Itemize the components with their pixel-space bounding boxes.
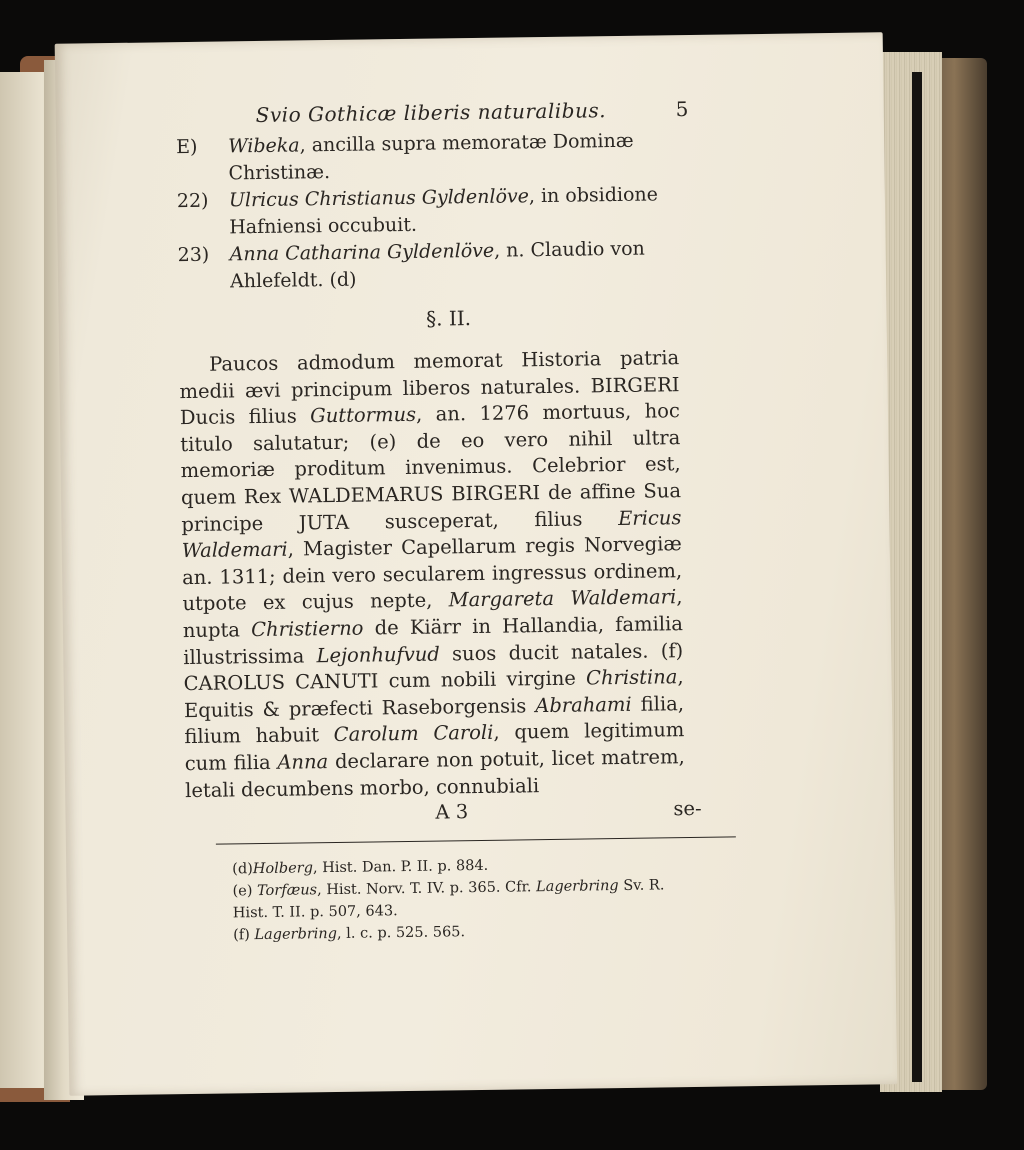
catchword: se- [673,796,702,821]
entry-22 [177,181,678,242]
paragraph-text: , nupta [182,585,683,643]
paragraph-text: , Magister Capellarum regis Norvegiæ an. 1311; dein vero secularem ingressus ordinem, utpote ex cujus nepte, [181,532,683,616]
footnote-mark: (e) [232,883,253,900]
footnote-mark: (d) [232,861,253,878]
footnotes [186,852,687,947]
entry-number: E) [175,135,198,159]
paragraph-text: , quem legitimum cum filia [184,718,685,775]
paragraph-text: suos ducit natales. (f) CAROLUS CANUTI cum nobili virgine [183,638,684,696]
paragraph-text: declarare non potuit, licet matrem, letali decumbens morbo, connubiali [184,745,685,802]
footnote-author: Holberg [252,860,314,878]
paragraph-italic: Margareta Waldemari [448,585,677,612]
paragraph-italic: Christina [585,665,678,690]
text-block [175,96,702,947]
signature-line [185,796,702,832]
footnote-author: Lagerbring [254,926,338,944]
paragraph-italic: Abrahami [535,692,632,717]
paragraph-italic: Lejonhufvud [316,642,440,667]
entry-text: , ancilla supra memoratæ Dominæ Christinæ. [228,129,634,185]
section-heading: §. II. [425,306,472,331]
running-head: Svio Gothicæ liberis naturalibus. [255,98,607,128]
footnote-text: , Hist. Dan. P. II. p. 884. [312,857,489,877]
paragraph-italic: Carolum Caroli [333,721,494,747]
page-number: 5 [675,96,689,122]
paragraph-text: de Kiärr in Hallandia, familia illustrissima [183,612,684,669]
paragraph-text: , Equitis & præfecti Raseborgensis [183,665,684,722]
footnote-text: , Hist. Norv. T. IV. p. 365. Cfr. [316,879,537,899]
paragraph-italic: Christierno [251,616,364,642]
footnote-mark: (f) [233,927,250,944]
footnote-rule [216,836,736,844]
entry-name: Anna Catharina Gyldenlöve [229,239,495,266]
paragraph-text: filia, filium habuit [184,691,685,749]
entry-23 [177,235,678,296]
footnote-text: , l. c. p. 525. 565. [336,924,466,943]
entry-text: , n. Claudio von Ahlefeldt. (d) [229,237,645,293]
entry-name: Wibeka [227,134,300,158]
page-edges-shadow [912,72,922,1082]
footnote-author: Lagerbring [536,878,619,896]
main-paragraph [179,345,685,804]
entry-number: 22) [176,189,209,213]
footnote-text: Sv. R. Hist. T. II. p. 507, 643. [232,877,665,922]
paragraph-italic: Ericus Waldemari [181,505,682,563]
entry-e [176,127,677,188]
paragraph-italic: Anna [277,749,329,774]
right-page [55,32,898,1095]
paragraph-text: Paucos admodum memorat Historia patria medii ævi principum liberos naturales. BIRGERI Ducis filius [179,346,680,430]
entry-text: , in obsidione Hafniensi occubuit. [229,183,659,239]
footnote-e [232,874,687,924]
paragraph-text: , an. 1276 mortuus, hoc titulo salutatur; (e) de eo vero nihil ultra memoriæ proditum invenimus. Celebrior est, quem Rex WALDEMARUS BIRGERI de affine Sua principe JUTA susceperat, filius [180,399,682,536]
entry-number: 23) [177,243,210,267]
footnote-author: Torfæus [256,882,318,900]
paragraph-italic: Guttormus [310,403,417,428]
entry-name: Ulricus Christianus Gyldenlöve [228,185,530,212]
signature-mark: A 3 [435,800,469,824]
